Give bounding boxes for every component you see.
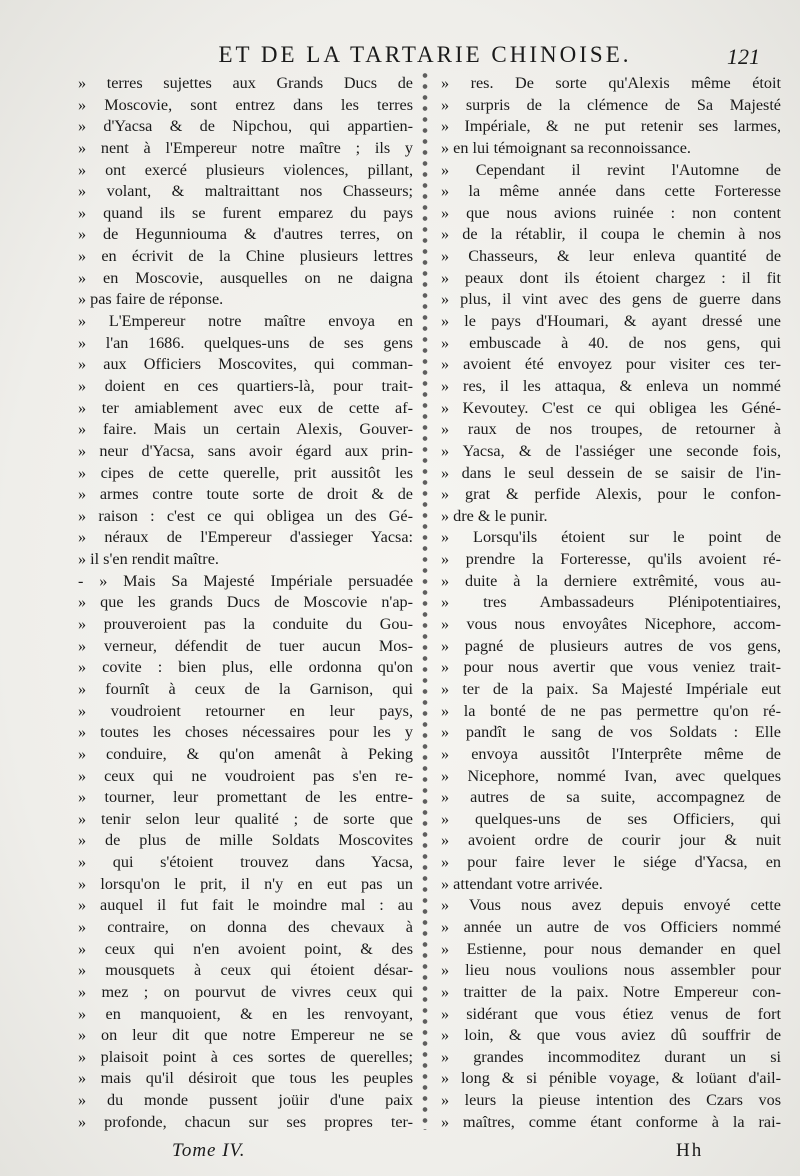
text-line: » pagné de plusieurs autres de vos gens, [441, 636, 781, 655]
text-line: » Yacsa, & de l'assiéger une seconde fois, [441, 441, 781, 460]
text-line: » aux Officiers Moscovites, qui comman- [78, 355, 413, 374]
text-line: » prendre la Forteresse, qu'ils avoient ré- [441, 550, 781, 569]
text-line: » res, il les attaqua, & enleva un nommé [441, 376, 781, 395]
text-line: » grandes incommoditez durant un si [441, 1047, 781, 1066]
text-line: » mousquets à ceux qui étoient désar- [78, 961, 413, 980]
text-line: » prouveroient pas la conduite du Gou- [78, 615, 413, 634]
text-line: » vous nous envoyâtes Nicephore, accom- [441, 615, 781, 634]
text-line: » terres sujettes aux Grands Ducs de [78, 74, 413, 92]
text-line: » Nicephore, nommé Ivan, avec quelques [441, 766, 781, 785]
text-line: » en manquoient, & en les renvoyant, [78, 1004, 413, 1023]
text-line: » Kevoutey. C'est ce qui obligea les Géné- [441, 398, 781, 417]
text-line: » de plus de mille Soldats Moscovites [78, 831, 413, 850]
text-line: » avoient été envoyez pour visiter ces ter- [441, 355, 781, 374]
text-line: » mais qu'il désiroit que tous les peuples [78, 1069, 413, 1088]
text-line: » plus, il vint avec des gens de guerre dans [441, 290, 781, 309]
text-line: » Vous nous avez depuis envoyé cette [441, 896, 781, 915]
text-line: » doient en ces quartiers-là, pour trait- [78, 376, 413, 395]
text-line: » Impériale, & ne put retenir ses larmes, [441, 117, 781, 136]
text-line: » L'Empereur notre maître envoya en [78, 312, 413, 331]
text-line: » voudroient retourner en leur pays, [78, 701, 413, 720]
text-line: » tourner, leur promettant de les entre- [78, 788, 413, 807]
text-line: » pour nous avertir que vous veniez trait- [441, 658, 781, 677]
text-line: » ter de la paix. Sa Majesté Impériale eut [441, 679, 781, 698]
text-line: » autres de sa suite, accompagnez de [441, 788, 781, 807]
text-line: » de la rétablir, il coupa le chemin à nos [441, 225, 781, 244]
text-line: » traitter de la paix. Notre Empereur con- [441, 982, 781, 1001]
text-line: » année un autre de vos Officiers nommé [441, 917, 781, 936]
text-line: » leurs la pieuse intention des Czars vos [441, 1091, 781, 1110]
text-line: » fournît à ceux de la Garnison, qui [78, 679, 413, 698]
text-line: » que les grands Ducs de Moscovie n'ap- [78, 593, 413, 612]
text-line: » Moscovie, sont entrez dans les terres [78, 95, 413, 114]
text-line: » maîtres, comme étant conforme à la rai- [441, 1112, 781, 1131]
text-line: » embuscade à 40. de nos gens, qui [441, 333, 781, 352]
text-line: » plaisoit point à ces sortes de querelles; [78, 1047, 413, 1066]
text-line: » surpris de la clémence de Sa Majesté [441, 95, 781, 114]
text-line: » en Moscovie, ausquelles on ne daigna [78, 268, 413, 287]
text-line: » attendant votre arrivée. [441, 874, 603, 893]
text-line: » peaux dont ils étoient chargez : il fit [441, 268, 781, 287]
text-line: » sidérant que vous étiez venus de fort [441, 1004, 781, 1023]
text-line: » armes contre toute sorte de droit & de [78, 485, 413, 504]
text-line: » tenir selon leur qualité ; de sorte que [78, 809, 413, 828]
text-line: » du monde pussent joüir d'une paix [78, 1091, 413, 1110]
text-line: » d'Yacsa & de Nipchou, qui appartien- [78, 117, 413, 136]
text-line: » contraire, on donna des chevaux à [78, 917, 413, 936]
text-line: » ceux qui n'en avoient point, & des [78, 939, 413, 958]
text-line: » cipes de cette querelle, prit aussitôt les [78, 463, 413, 482]
text-line: » duite à la derniere extrêmité, vous au- [441, 571, 781, 590]
text-line: » ceux qui ne voudroient pas s'en re- [78, 766, 413, 785]
text-line: » néraux de l'Empereur d'assieger Yacsa: [78, 528, 413, 547]
text-line: » covite : bien plus, elle ordonna qu'on [78, 658, 413, 677]
text-line: » on leur dit que notre Empereur ne se [78, 1026, 413, 1045]
text-line: » en écrivit de la Chine plusieurs lettres [78, 247, 413, 266]
text-line: » grat & perfide Alexis, pour le confon- [441, 485, 781, 504]
text-line: » auquel il fut fait le moindre mal : au [78, 896, 413, 915]
gathering-signature: Hh [676, 1140, 704, 1161]
text-line: » ter amiablement avec eux de cette af- [78, 398, 413, 417]
volume-signature: Tome IV. [172, 1140, 246, 1161]
page-number: 121 [727, 44, 760, 69]
text-line: » conduire, & qu'on amenât à Peking [78, 744, 413, 763]
text-line: » res. De sorte qu'Alexis même étoit [441, 74, 781, 92]
text-line: - » Mais Sa Majesté Impériale persuadée [78, 571, 413, 590]
text-line: » toutes les choses nécessaires pour les y [78, 723, 413, 742]
text-line: » nent à l'Empereur notre maître ; ils y [78, 138, 413, 157]
text-line: » de Hegunniouma & d'autres terres, on [78, 225, 413, 244]
text-line: » pas faire de réponse. [78, 290, 224, 309]
text-line: » Chasseurs, & leur enleva quantité de [441, 247, 781, 266]
text-line: » quand ils se furent emparez du pays [78, 203, 413, 222]
text-line: » il s'en rendit maître. [78, 550, 219, 569]
text-line: » tres Ambassadeurs Plénipotentiaires, [441, 593, 781, 612]
text-line: » lorsqu'on le prit, il n'y en eut pas un [78, 874, 413, 893]
text-line: » pandît le sang de vos Soldats : Elle [441, 723, 781, 742]
text-line: » Lorsqu'ils étoient sur le point de [441, 528, 781, 547]
text-line: » avoient ordre de courir jour & nuit [441, 831, 781, 850]
text-line: » verneur, défendit de tuer aucun Mos- [78, 636, 413, 655]
text-line: » lieu nous voulions nous assembler pour [441, 961, 781, 980]
text-line: » long & si pénible voyage, & loüant d'ail- [441, 1069, 781, 1088]
text-line: » pour faire lever le siége d'Yacsa, en [441, 853, 781, 872]
text-line: » raux de nos troupes, de retourner à [441, 420, 781, 439]
text-line: » quelques-uns de ses Officiers, qui [441, 809, 781, 828]
text-line: » dre & le punir. [441, 506, 548, 525]
text-line: » Estienne, pour nous demander en quel [441, 939, 781, 958]
left-column [78, 73, 413, 1133]
text-line: » neur d'Yacsa, sans avoir égard aux prin- [78, 441, 413, 460]
text-line: » l'an 1686. quelques-uns de ses gens [78, 333, 413, 352]
text-line: » volant, & maltraittant nos Chasseurs; [78, 182, 413, 201]
text-line: » que nous avions ruinée : non content [441, 203, 781, 222]
text-line: » la même année dans cette Forteresse [441, 182, 781, 201]
text-line: » qui s'étoient trouvez dans Yacsa, [78, 853, 413, 872]
text-line: » la bonté de ne pas permettre qu'on ré- [441, 701, 781, 720]
text-line: » en lui témoignant sa reconnoissance. [441, 138, 691, 157]
text-line: » ont exercé plusieurs violences, pillant, [78, 160, 413, 179]
text-line: » raison : c'est ce qui obligea un des Gé- [78, 506, 413, 525]
text-line: » envoya aussitôt l'Interprête même de [441, 744, 781, 763]
running-head: ET DE LA TARTARIE CHINOISE. [218, 42, 632, 67]
text-line: » loin, & que vous aviez dû souffrir de [441, 1026, 781, 1045]
text-line: » le pays d'Houmari, & ayant dressé une [441, 312, 781, 331]
text-line: » Cependant il revint l'Automne de [441, 160, 781, 179]
text-line: » mez ; on pourvut de vivres ceux qui [78, 982, 413, 1001]
text-line: » profonde, chacun sur ses propres ter- [78, 1112, 413, 1131]
text-line: » faire. Mais un certain Alexis, Gouver- [78, 420, 413, 439]
text-line: » dans le seul dessein de se saisir de l'in- [441, 463, 781, 482]
column-divider-ornament [418, 70, 432, 1130]
right-column [441, 73, 781, 1133]
